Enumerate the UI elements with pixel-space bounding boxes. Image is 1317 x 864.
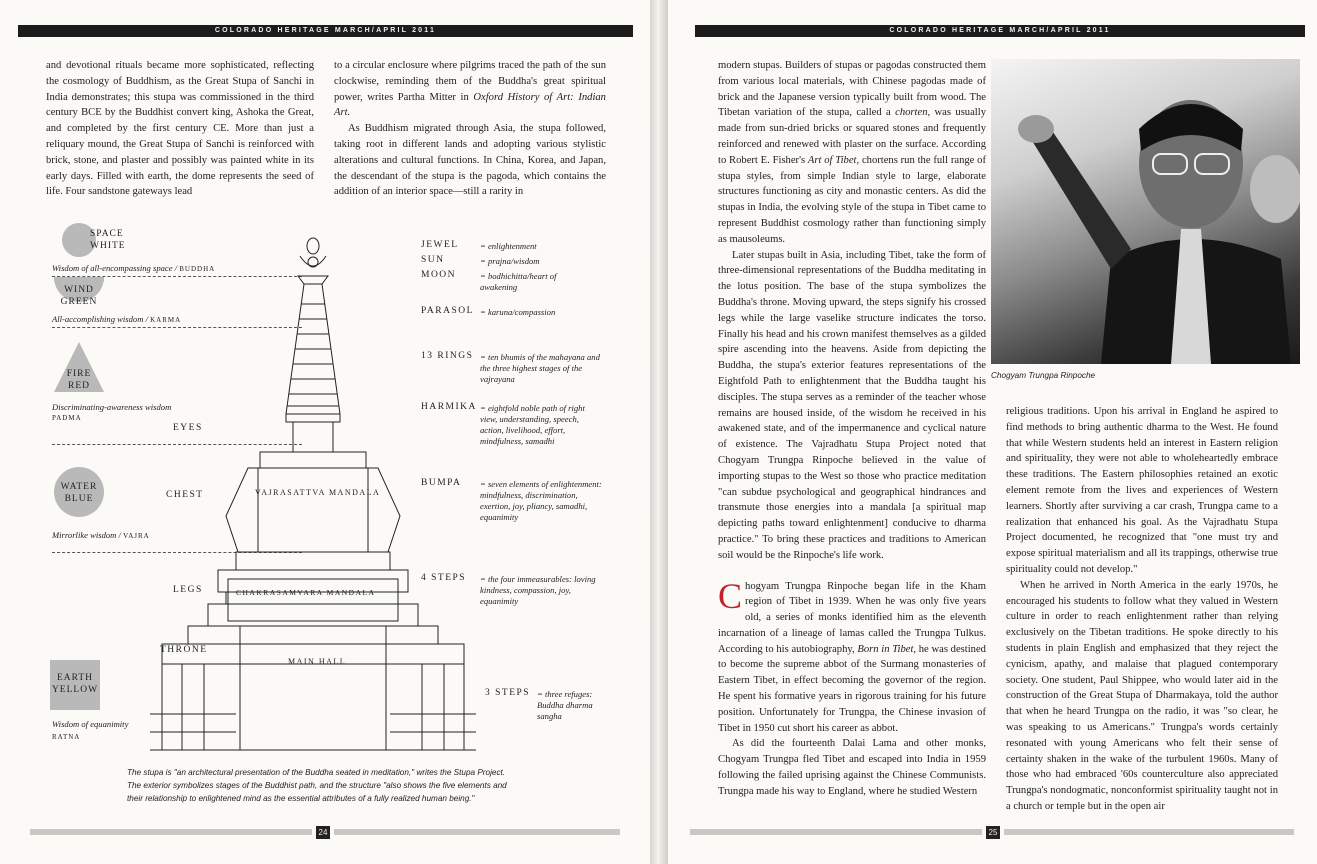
space-wisdom: Wisdom of all-encompassing space / BUDDHA xyxy=(52,263,216,273)
part-key: JEWEL xyxy=(421,240,459,250)
part-def: = karuna/compassion xyxy=(480,307,556,317)
wind-band xyxy=(54,277,104,281)
part-def: = seven elements of enlightenment: mindfulness, discrimination, exertion, joy, pliancy, samadhi, equanimity xyxy=(480,479,602,522)
drop-cap: C xyxy=(718,575,743,616)
part-key: MOON xyxy=(421,270,457,280)
chest-label: CHEST xyxy=(166,490,204,500)
running-header: COLORADO HERITAGE MARCH/APRIL 2011 xyxy=(695,25,1305,37)
part-key: BUMPA xyxy=(421,478,462,488)
body-paragraph: to a circular enclosure where pilgrims traced the path of the sun clockwise, reminding them of the Buddha's great spiritual power, writes Partha Mitter in Oxford History of Art: Indian Art. xyxy=(334,60,606,119)
water-label: WATER BLUE xyxy=(60,482,98,504)
footer-bar xyxy=(690,829,982,835)
body-paragraph: and devotional rituals became more sophisticated, reflecting the cosmology of Buddhism, as the Great Stupa of Sanchi in India demonstrates; this stupa was commissioned in the third century BCE by the Buddhist convert king, Ashoka the Great, and completed by the first century CE. More than just a reliquary mound, the Great Stupa of Sanchi is reinforced with brick, stone, and plaster and possibly was painted white in its early days. Filled with earth, the dome represents the seed of life. Four sandstone gateways lead xyxy=(46,60,314,198)
page-number: 25 xyxy=(986,826,1000,839)
part-key: SUN xyxy=(421,255,445,265)
vajrasattva-label: VAJRASATTVA MANDALA xyxy=(255,488,381,497)
fire-label: FIRE RED xyxy=(66,369,92,391)
fire-family: PADMA xyxy=(52,414,82,422)
part-def: = eightfold noble path of right view, understanding, speech, action, livelihood, effort, mindfulness, samadhi xyxy=(480,403,585,446)
part-key: HARMIKA xyxy=(421,402,477,412)
part-key: 4 STEPS xyxy=(421,573,467,583)
throne-label: THRONE xyxy=(160,645,208,655)
parasol-shape xyxy=(298,276,328,284)
chakrasamvara-label: CHAKRASAMVARA MANDALA xyxy=(236,588,376,597)
bumpa-shape xyxy=(226,468,400,552)
book-title: Oxford History of Art: Indian Art. xyxy=(334,91,606,119)
left-column-1 xyxy=(46,58,314,200)
body-paragraph: When he arrived in North America in the early 1970s, he encouraged his students to follow what they valued in Western culture in order to reach enlightenment rather than relying exclusively on the Tibetan traditions. He spoke directly to his students in plain English and emphasized that they reject the cynicism, apathy, and malaise that plagued contemporary society. One student, Paul Shippee, who would later aid in the construction of the Great Stupa of Dharmakaya, told the author that when he heard Trungpa on the radio, it was "so clear, he was speaking to us Americans." Trungpa's words certainly resonated with young Americans who felt their sense of certainty shaken in the wake of the turbulent 1960s. Many of those who had embraced '60s counterculture also appreciated Trungpa's nondogmatic, nonconformist spirituality taught not in a church or temple but in the open air xyxy=(1006,579,1278,812)
portrait-photo xyxy=(991,59,1300,364)
earth-label: EARTH YELLOW xyxy=(51,673,99,695)
body-paragraph: Chogyam Trungpa Rinpoche began life in the Kham region of Tibet in 1939. When he was only five years old, a series of monks identified him as the eleventh incarnation of a lineage of lamas called the Trungpa Tulkus. According to his autobiography, Born in Tibet, he was destined to become the supreme abbot of the Surmang monasteries of Eastern Tibet, in effect becoming the governor of the region. He spent his formative years in rigorous training for his future position. Unfortunately for Trungpa, the Chinese invasion of Tibet in 1950 cut short his career as abbot. xyxy=(718,575,986,734)
left-column-2 xyxy=(334,58,606,200)
right-column-1 xyxy=(718,58,986,800)
wind-wisdom: All-accomplishing wisdom / KARMA xyxy=(52,314,182,324)
running-header: COLORADO HERITAGE MARCH/APRIL 2011 xyxy=(18,25,633,37)
figure-caption: The stupa is "an architectural presentation of the Buddha seated in meditation," writes the Stupa Project. The exterior symbolizes stages of the Buddhist path, and the structure "also shows the five elements and their relationship to enlightened mind as the essential attributes of a fully realized human being." xyxy=(127,768,507,803)
four-steps-shape xyxy=(188,626,438,644)
right-column-2 xyxy=(1006,404,1278,815)
jewel-shape xyxy=(307,238,319,254)
harmika-shape xyxy=(293,422,333,452)
main-hall-shape xyxy=(240,626,386,750)
body-paragraph: As did the fourteenth Dalai Lama and other monks, Chogyam Trungpa fled Tibet and escaped into India in 1959 following the failed uprising against the Chinese Communists. Trungpa made his way to England, where he studied Western xyxy=(718,738,986,797)
main-hall-label: MAIN HALL xyxy=(288,657,347,666)
part-key: 3 STEPS xyxy=(485,688,531,698)
earth-family: RATNA xyxy=(52,733,81,741)
photo-caption: Chogyam Trungpa Rinpoche xyxy=(991,371,1096,380)
right-page xyxy=(668,0,1317,864)
fire-wisdom: Discriminating-awareness wisdom xyxy=(52,402,172,412)
earth-wisdom: Wisdom of equanimity xyxy=(52,719,129,729)
footer-bar xyxy=(1004,829,1294,835)
space-label: SPACE WHITE xyxy=(90,229,126,251)
part-key: PARASOL xyxy=(421,306,474,316)
page-number: 24 xyxy=(316,826,330,839)
eyes-label: EYES xyxy=(173,423,203,433)
body-paragraph: religious traditions. Upon his arrival in England he aspired to find methods to bring authentic dharma to the West. He found that while Western students held an interest in Eastern religion and spirituality, they were not able to wholeheartedly embrace these traditions. The Eastern philosophies retained an exotic element remote from the lives and experiences of Western learners. Shortly after surviving a car crash, Trungpa came to a realization that enhanced his goal. As the Vajradhatu Stupa Project documented, he recognized that "one must try and expose spiritual materialism and all its trappings, otherwise true spirituality could not develop." xyxy=(1006,406,1278,575)
left-page xyxy=(0,0,650,864)
portrait-figure xyxy=(991,59,1300,364)
part-def: = bodhichitta/heart of awakening xyxy=(480,271,557,292)
book-gutter xyxy=(650,0,668,864)
body-paragraph: modern stupas. Builders of stupas or pagodas constructed them from various local materials, with Chinese pagodas made of brick and the Japanese version typically built from wood. The Tibetan variation of the stupa, called a chorten, was usually made from sun-dried bricks or squared stones and frequently reinforced and renewed with plaster on the surface. According to Robert E. Fisher's Art of Tibet, chortens run the full range of stupa styles, from simple Indian style to large, elaborate structures functioning as city and monastic centers. As did the stupas in India, the evolving style of the stupa in Tibet came to represent Buddhist cosmology rather than functioning simply as mausoleums. xyxy=(718,60,986,245)
part-def: = prajna/wisdom xyxy=(480,256,540,266)
footer-bar xyxy=(334,829,620,835)
legs-label: LEGS xyxy=(173,585,203,595)
part-def: = the four immeasurables: loving kindness, compassion, joy, equanimity xyxy=(480,574,596,606)
part-key: 13 RINGS xyxy=(421,351,474,361)
footer-bar xyxy=(30,829,312,835)
body-paragraph: Later stupas built in Asia, including Tibet, take the form of three-dimensional representations of the Buddha meditating in the lotus position. The base of the stupa symbolizes the Buddha's throne. Moving upward, the steps signify his crossed legs while the large vaselike structure indicates the torso. Finally his head and his crown manifest themselves as a gilded spire ascending into the heavens. Aside from depicting the Buddha, the stupa's exterior features representations of the Eightfold Path to enlightenment that the Buddha taught his disciples. The stupa serves as a reminder of the teacher whose remains are housed inside, of the wisdom he received in his awakened state, and of the impermanence and cyclical nature of existence. The Vajradhatu Stupa Project noted that Chogyam Trungpa Rinpoche believed in the value of importing stupas to the West so those who practice meditation "can subdue psychological and geographical hindrances and transmute those energies into a mandala [a spiritual map depicting paths toward enlightenment] conducive to dharma practice." To bring these practices and traditions to American soil would be the Rinpoche's life work. xyxy=(718,249,986,561)
body-paragraph: As Buddhism migrated through Asia, the stupa followed, taking root in different lands and adopting various stylistic alterations and cultural functions. In China, Korea, and Japan, the descendant of the stupa is the pagoda, which contains the addition of an interior space—still a rarity in xyxy=(334,123,606,198)
water-wisdom: Mirrorlike wisdom / VAJRA xyxy=(52,530,150,540)
part-def: = three refuges: Buddha dharma sangha xyxy=(537,689,593,721)
part-def: = enlightenment xyxy=(480,241,537,251)
wind-label: WIND GREEN xyxy=(60,285,98,307)
part-def: = ten bhumis of the mahayana and the three highest stages of the vajrayana xyxy=(480,352,600,384)
